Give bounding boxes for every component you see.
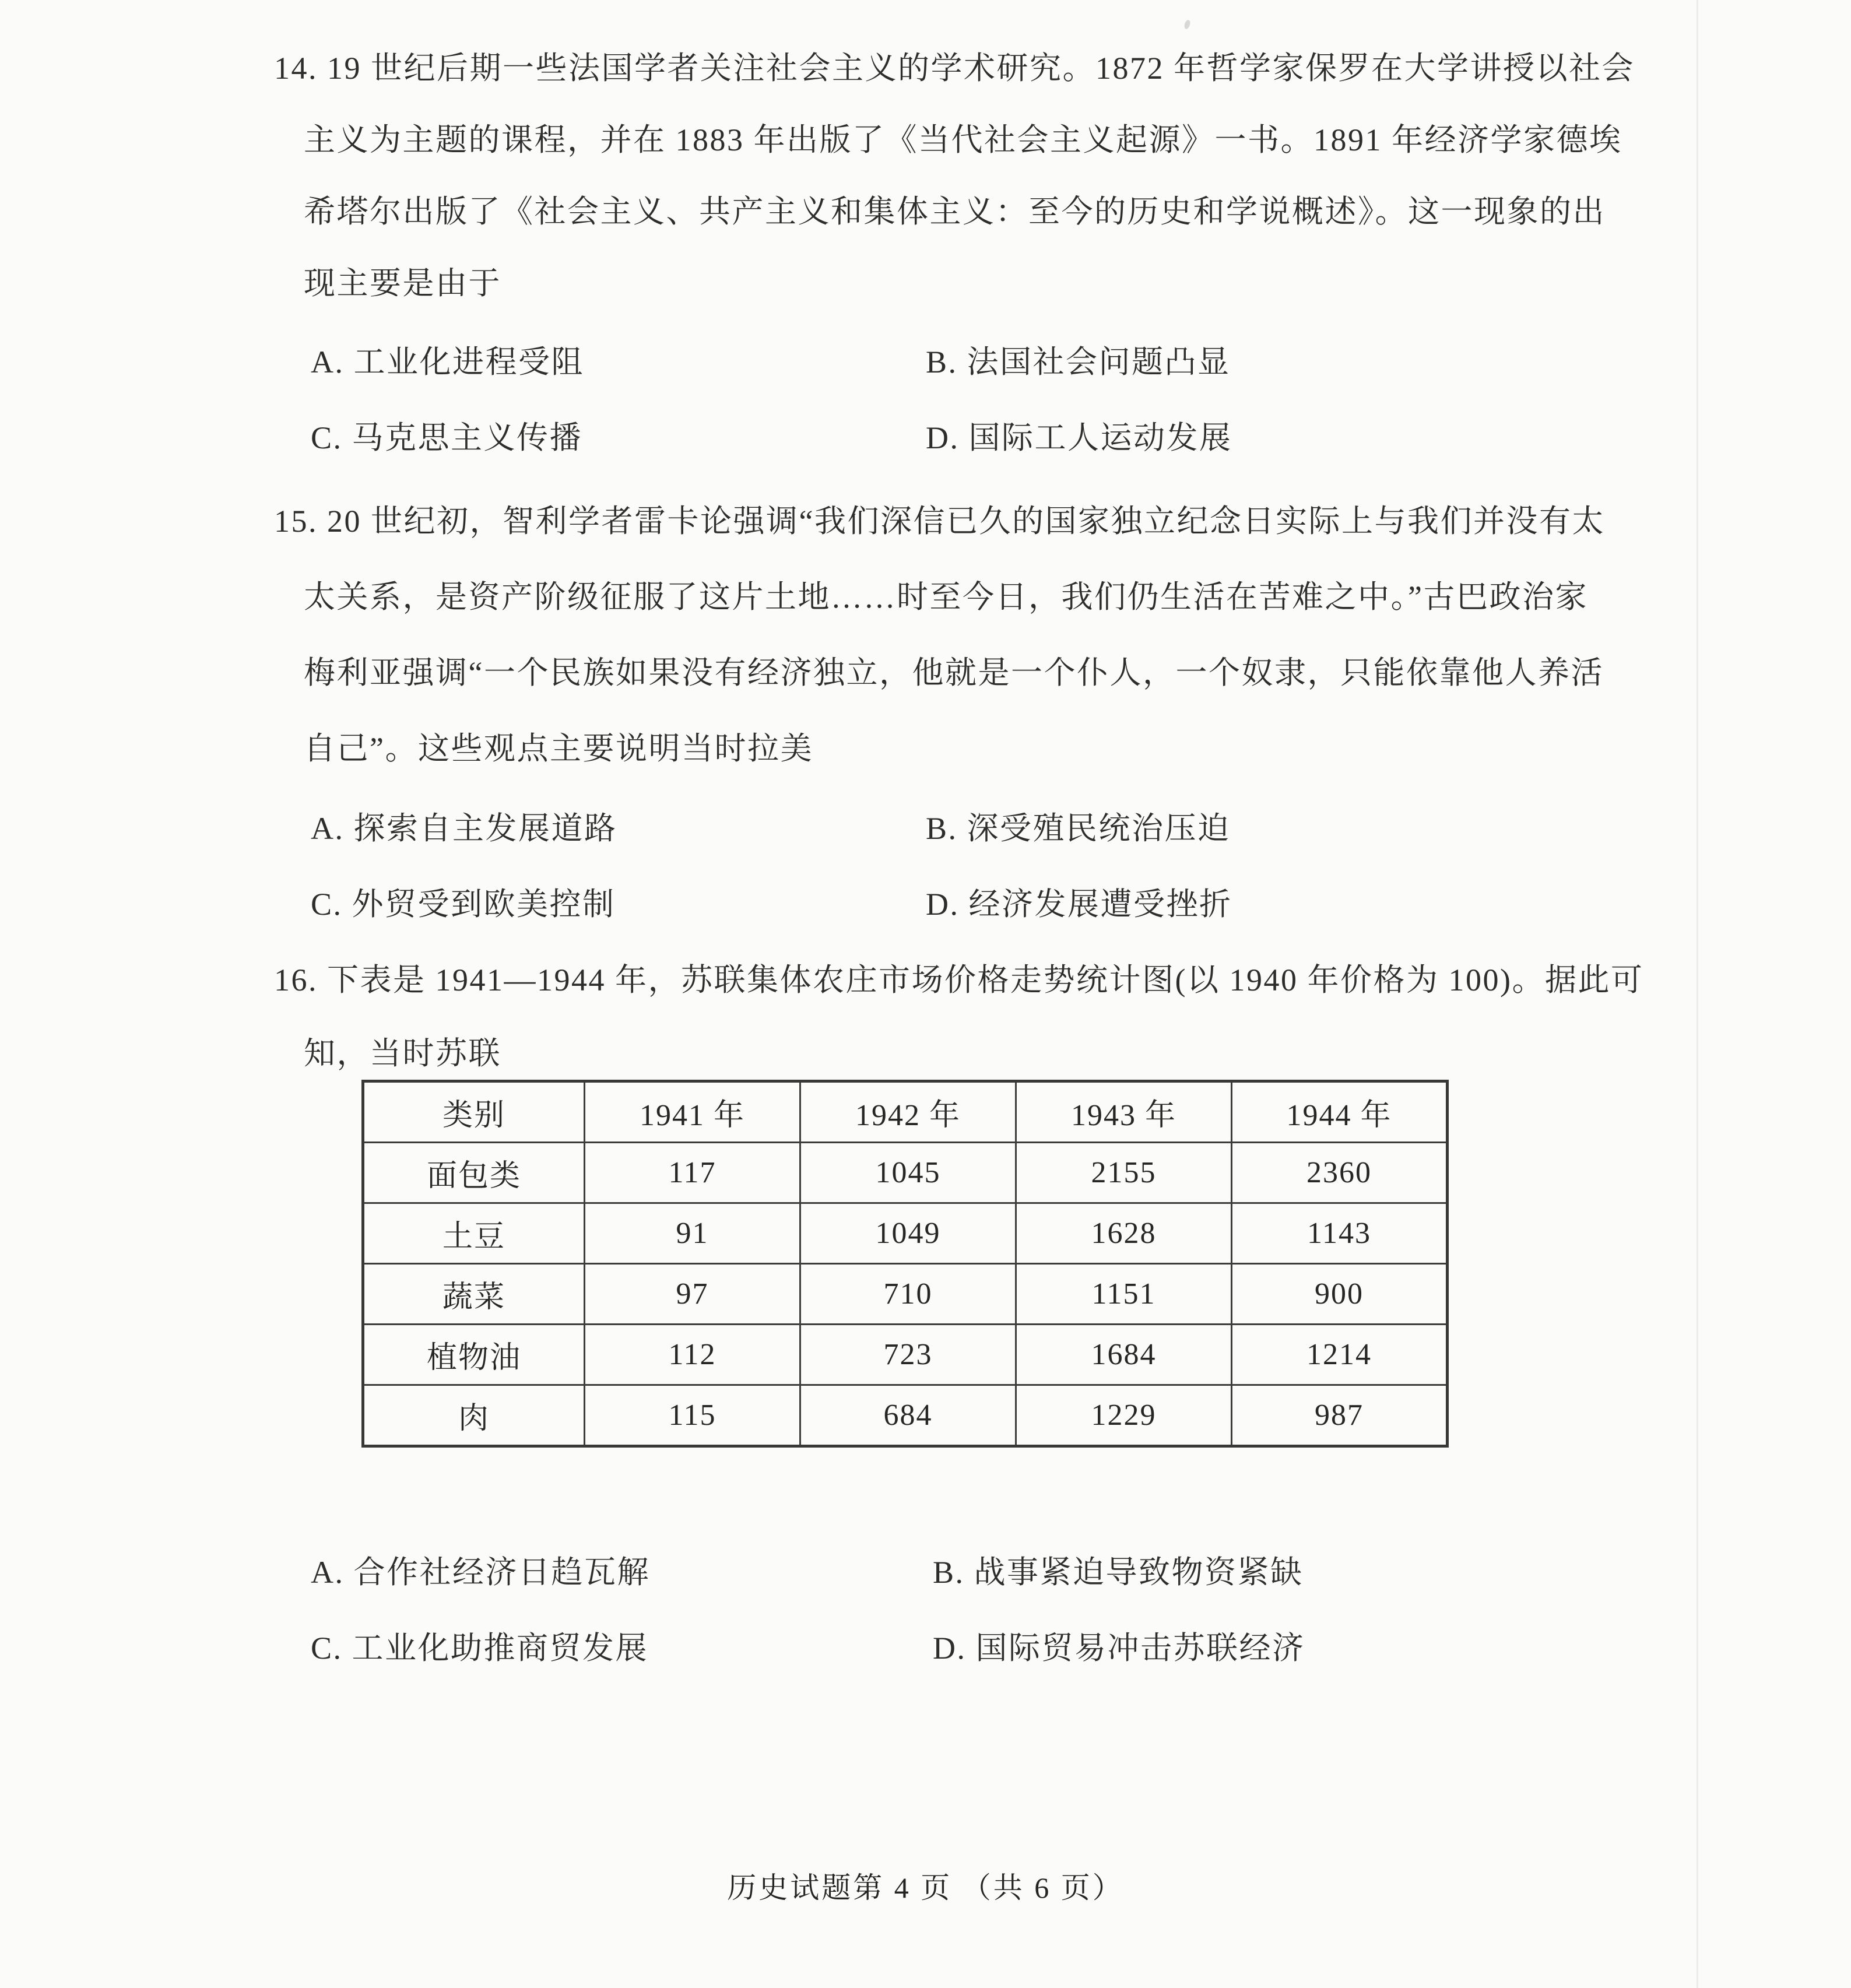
cell-value: 1229	[1016, 1385, 1232, 1446]
cell-value: 987	[1232, 1385, 1448, 1446]
q15-stem-line-2: 太关系，是资产阶级征服了这片土地……时至今日，我们仍生活在苦难之中。”古巴政治家	[304, 579, 1588, 614]
q15-stem-line-1: 15. 20 世纪初，智利学者雷卡论强调“我们深信已久的国家独立纪念日实际上与我们并没有太	[274, 504, 1605, 539]
table-row-bread	[363, 1143, 1448, 1203]
q16-option-d: D. 国际贸易冲击苏联经济	[933, 1631, 1305, 1666]
page-footer: 历史试题第 4 页 （共 6 页）	[727, 1871, 1124, 1904]
q14-stem-line-3: 希塔尔出版了《社会主义、共产主义和集体主义：至今的历史和学说概述》。这一现象的出	[304, 194, 1606, 229]
cell-value: 1151	[1016, 1264, 1232, 1325]
cell-value: 710	[800, 1264, 1016, 1325]
table-header-1943: 1943 年	[1016, 1081, 1232, 1143]
q14-option-b: B. 法国社会问题凸显	[926, 345, 1231, 380]
table-header-1942: 1942 年	[800, 1081, 1016, 1143]
q16-option-b: B. 战事紧迫导致物资紧缺	[933, 1555, 1304, 1590]
q14-stem-line-2: 主义为主题的课程，并在 1883 年出版了《当代社会主义起源》一书。1891 年经济学家德埃	[304, 122, 1622, 157]
table-row-vegetable	[363, 1264, 1448, 1325]
q15-option-a: A. 探索自主发展道路	[311, 811, 617, 846]
table-header-category: 类别	[363, 1081, 585, 1143]
cell-value: 112	[585, 1325, 800, 1385]
table-row-potato	[363, 1203, 1448, 1264]
scan-speck	[1183, 19, 1192, 30]
cell-value: 1684	[1016, 1325, 1232, 1385]
row-label: 肉	[363, 1385, 585, 1446]
table-header-1941: 1941 年	[585, 1081, 800, 1143]
cell-value: 115	[585, 1385, 800, 1446]
cell-value: 684	[800, 1385, 1016, 1446]
q15-option-b: B. 深受殖民统治压迫	[926, 811, 1231, 846]
q16-option-a: A. 合作社经济日趋瓦解	[311, 1555, 650, 1590]
cell-value: 1045	[800, 1143, 1016, 1203]
row-label: 植物油	[363, 1325, 585, 1385]
table-header-1944: 1944 年	[1232, 1081, 1448, 1143]
q14-stem-line-4: 现主要是由于	[304, 266, 501, 301]
q14-stem-line-1: 14. 19 世纪后期一些法国学者关注社会主义的学术研究。1872 年哲学家保罗在大学讲授以社会	[274, 51, 1635, 86]
cell-value: 1049	[800, 1203, 1016, 1264]
q14-option-c: C. 马克思主义传播	[311, 420, 583, 455]
cell-value: 1143	[1232, 1203, 1448, 1264]
table-row-vegetable-oil	[363, 1325, 1448, 1385]
cell-value: 2360	[1232, 1143, 1448, 1203]
cell-value: 117	[585, 1143, 800, 1203]
q15-stem-line-3: 梅利亚强调“一个民族如果没有经济独立，他就是一个仆人，一个奴隶，只能依靠他人养活	[304, 655, 1604, 690]
q16-option-c: C. 工业化助推商贸发展	[311, 1631, 649, 1666]
cell-value: 97	[585, 1264, 800, 1325]
q15-option-d: D. 经济发展遭受挫折	[926, 887, 1232, 922]
q16-stem-line-1: 16. 下表是 1941—1944 年，苏联集体农庄市场价格走势统计图(以 1940 年价格为 100)。据此可	[274, 963, 1644, 997]
cell-value: 900	[1232, 1264, 1448, 1325]
q14-option-d: D. 国际工人运动发展	[926, 420, 1232, 455]
table-row-meat	[363, 1385, 1448, 1446]
price-index-table	[361, 1080, 1449, 1448]
cell-value: 91	[585, 1203, 800, 1264]
q15-option-c: C. 外贸受到欧美控制	[311, 887, 616, 922]
q14-option-a: A. 工业化进程受阻	[311, 345, 584, 380]
row-label: 蔬菜	[363, 1264, 585, 1325]
q15-stem-line-4: 自己”。这些观点主要说明当时拉美	[304, 731, 813, 766]
q16-stem-line-2: 知，当时苏联	[304, 1036, 501, 1071]
cell-value: 2155	[1016, 1143, 1232, 1203]
scan-crease-line	[1697, 0, 1698, 1988]
cell-value: 1628	[1016, 1203, 1232, 1264]
row-label: 土豆	[363, 1203, 585, 1264]
table-header-row	[363, 1081, 1448, 1143]
cell-value: 1214	[1232, 1325, 1448, 1385]
row-label: 面包类	[363, 1143, 585, 1203]
cell-value: 723	[800, 1325, 1016, 1385]
